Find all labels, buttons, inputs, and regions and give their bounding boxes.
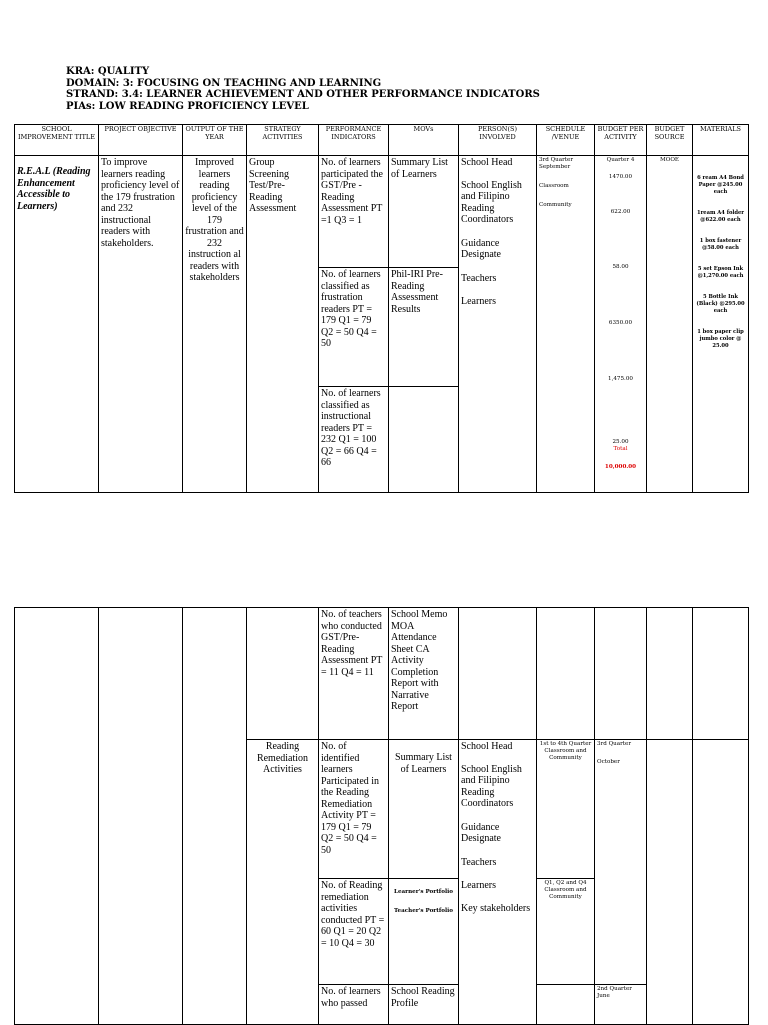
pias-line: PIAs: LOW READING PROFICIENCY LEVEL [66, 100, 309, 112]
col-strategy: STRATEGY ACTIVITIES [247, 125, 319, 156]
budget-per-activity [595, 985, 647, 1025]
source-cell-empty [647, 740, 693, 1025]
col-indicators: PERFORMANCE INDICATORS [319, 125, 389, 156]
schedule-venue: Q1, Q2 and Q4 Classroom and Community [537, 879, 595, 985]
strand-line: STRAND: 3.4: LEARNER ACHIEVEMENT AND OTHER PERFORMANCE INDICATORS [66, 89, 540, 100]
person-item: Key stakeholders [461, 902, 531, 914]
col-output: OUTPUT OF THE YEAR [183, 125, 247, 156]
material-item: 1ream A4 folder @622.00 each [696, 210, 745, 223]
budget-item: 6350.00 [608, 320, 633, 326]
mov-cell-empty [389, 387, 459, 493]
document-header [66, 66, 540, 112]
strategy-activity: Reading Remediation Activities [247, 740, 319, 1025]
material-item: 6 ream A4 Bond Paper @245.00 each [697, 175, 744, 195]
schedule-item: Community [539, 202, 572, 208]
person-item: Learners [461, 296, 496, 307]
budget-item: 25.00 [612, 439, 629, 445]
col-movs: MOVs [389, 125, 459, 156]
budget-total: 10,000.00 [604, 464, 637, 470]
col-budget: BUDGET PER ACTIVITY [595, 125, 647, 156]
col-schedule: SCHEDULE /VENUE [537, 125, 595, 156]
materials [693, 156, 749, 493]
person-item: Guidance Designate [461, 237, 501, 260]
materials-cell-empty [693, 608, 749, 740]
mov-cell: Phil-IRI Pre-Reading Assessment Results [389, 268, 459, 387]
person-item: School Head [461, 157, 513, 168]
material-item: 1 box fastener @58.00 each [699, 238, 742, 251]
mov-cell [389, 879, 459, 985]
col-source: BUDGET SOURCE [647, 125, 693, 156]
materials-cell-empty [693, 740, 749, 1025]
indicator-cell: No. of learners participated the GST/Pre -Reading Assessment PT =1 Q3 = 1 [319, 156, 389, 268]
budget-cell-empty [595, 608, 647, 740]
strategy-cell-empty [247, 608, 319, 740]
schedule-venue [537, 156, 595, 493]
person-item: Teachers [461, 856, 497, 868]
schedule-cell-empty [537, 985, 595, 1025]
plan-table-2 [14, 607, 749, 1025]
budget-item: 58.00 [612, 264, 629, 270]
indicator-cell: No. of learners who passed [319, 985, 389, 1025]
person-item: School English and Filipino Reading Coordinators [461, 179, 522, 225]
output-cell-empty [183, 608, 247, 1025]
col-persons: PERSON(S) INVOLVED [459, 125, 537, 156]
indicator-cell: No. of learners classified as instructional readers PT = 232 Q1 = 100 Q2 = 66 Q4 = 66 [319, 387, 389, 493]
mov-cell: Summary List of Learners [389, 740, 459, 879]
person-item: Guidance Designate [461, 821, 501, 844]
mov-cell: Summary List of Learners [389, 156, 459, 268]
indicator-cell: No. of identified learners Participated in the Reading Remediation Activity PT = 179 Q1 = 79 Q2 = 50 Q4 = 50 [319, 740, 389, 879]
person-item: School Head [461, 741, 513, 752]
mov-item: Learner's Portfolio [394, 889, 453, 895]
strategy-activity: Group Screening Test/Pre-Reading Assessment [247, 156, 319, 493]
material-item: 5 set Epson Ink @1,270.00 each [697, 266, 744, 279]
output-of-year: Improved learners reading proficiency level of the 179 frustration and 232 instruction al readers with stakeholders [183, 156, 247, 493]
source-cell-empty [647, 608, 693, 740]
budget-item: 2nd Quarter [597, 986, 632, 992]
mov-item: Teacher's Portfolio [394, 908, 453, 914]
person-item: Learners [461, 880, 496, 891]
schedule-venue: 1st to 4th Quarter Classroom and Community [537, 740, 595, 879]
plan-table-1 [14, 124, 749, 493]
budget-item: Quarter 4 [606, 157, 635, 163]
col-materials: MATERIALS [693, 125, 749, 156]
budget-item: October [597, 759, 620, 765]
mov-cell: School Reading Profile [389, 985, 459, 1025]
schedule-item: Classroom [539, 183, 569, 189]
budget-total-label: Total [613, 446, 628, 452]
persons-involved [459, 156, 537, 493]
indicator-cell: No. of learners classified as frustration readers PT = 179 Q1 = 79 Q2 = 50 Q4 = 50 [319, 268, 389, 387]
project-objective: To improve learners reading proficiency level of the 179 frustration and 232 instructional readers with stakeholders. [99, 156, 183, 493]
material-item: 1 box paper clip jumbo color @ 25.00 [697, 329, 744, 349]
persons-cell-empty [459, 608, 537, 740]
schedule-cell-empty [537, 608, 595, 740]
indicator-cell: No. of teachers who conducted GST/Pre-Reading Assessment PT = 11 Q4 = 11 [319, 608, 389, 740]
col-title: SCHOOL IMPROVEMENT TITLE [15, 125, 99, 156]
indicator-cell: No. of Reading remediation activities conducted PT = 60 Q1 = 20 Q2 = 10 Q4 = 30 [319, 879, 389, 985]
budget-item: 1470.00 [608, 174, 633, 180]
budget-item: 3rd Quarter [597, 741, 632, 747]
budget-per-activity [595, 740, 647, 985]
person-item: Teachers [461, 272, 497, 284]
domain-line: DOMAIN: 3: FOCUSING ON TEACHING AND LEARNING [66, 77, 382, 89]
budget-item: 622.00 [610, 209, 631, 215]
objective-cell-empty [99, 608, 183, 1025]
title-cell-empty [15, 608, 99, 1025]
schedule-item: 3rd Quarter September [539, 157, 574, 170]
budget-source: MOOE [647, 156, 693, 493]
column-header-row [15, 125, 749, 156]
material-item: 5 Bottle Ink (Black) @295.00 each [696, 294, 745, 314]
mov-cell: School Memo MOA Attendance Sheet CA Activity Completion Report with Narrative Report [389, 608, 459, 740]
budget-item: 1,475.00 [608, 376, 633, 382]
improvement-title: R.E.A.L (Reading Enhancement Accessible to Learners) [15, 156, 99, 493]
kra-line: KRA: QUALITY [66, 66, 150, 77]
budget-item: June [597, 993, 610, 999]
col-objective: PROJECT OBJECTIVE [99, 125, 183, 156]
persons-involved [459, 740, 537, 1025]
person-item: School English and Filipino Reading Coordinators [461, 763, 522, 809]
budget-per-activity [595, 156, 647, 493]
